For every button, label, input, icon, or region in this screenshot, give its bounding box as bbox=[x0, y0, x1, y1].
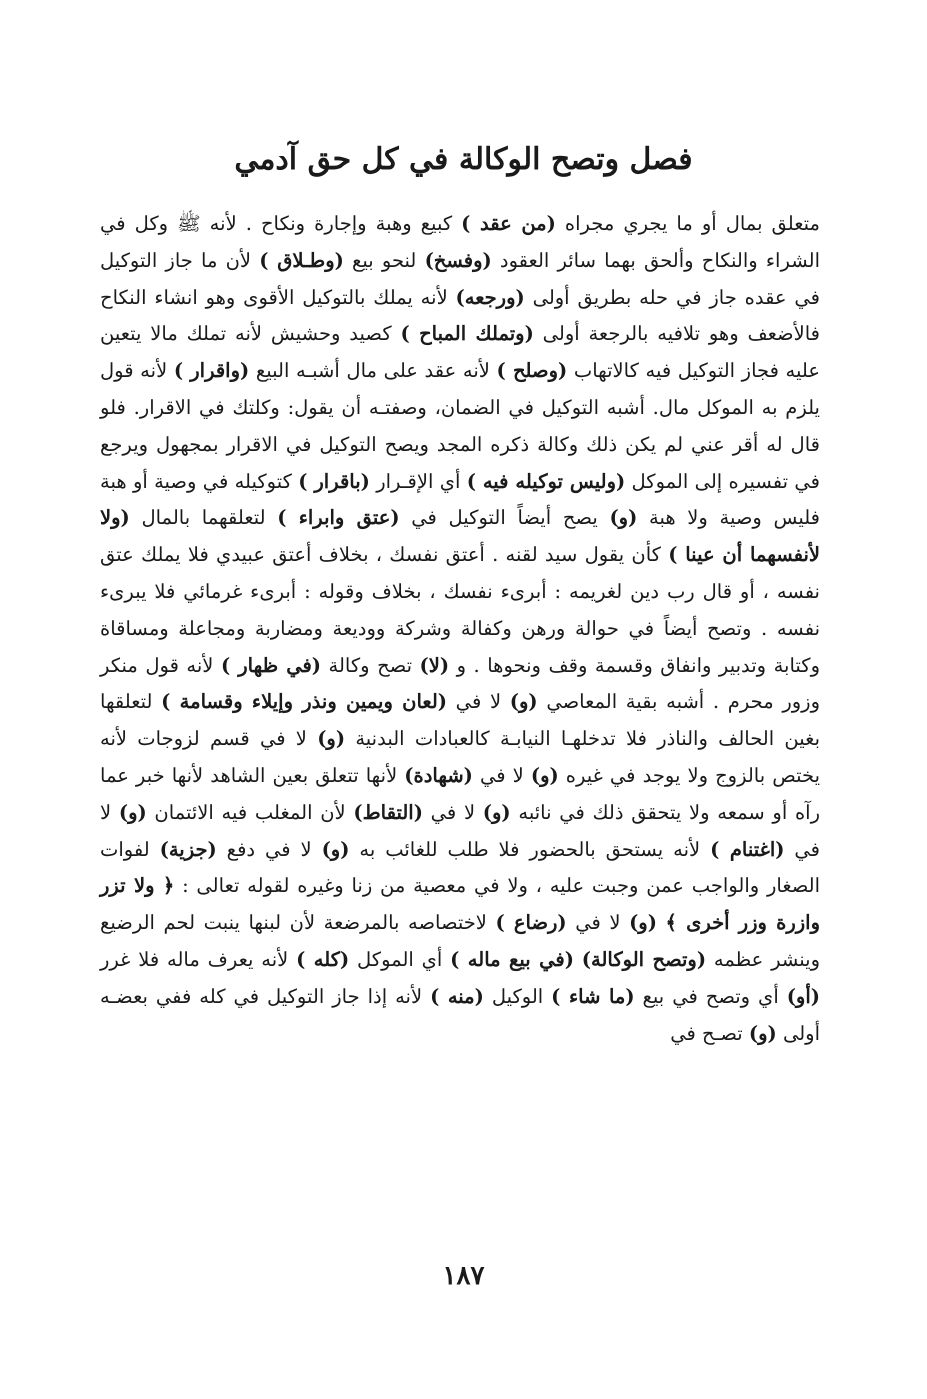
matn-term: (اغتنام ) bbox=[710, 837, 785, 861]
commentary-text: لأنها تتعلق بعين الشاهد لأنها خبر عما رآه أو سمعه ولا يتحقق ذلك في نائبه bbox=[100, 763, 821, 824]
matn-term: (و) bbox=[118, 800, 147, 824]
commentary-text: لا في قسم لزوجات لأنه يختص بالزوج ولا يوجد في غيره bbox=[100, 727, 821, 787]
matn-term: (و) bbox=[509, 690, 538, 714]
commentary-text: لنحو بيع bbox=[343, 248, 425, 272]
matn-term: (ما شاء ) bbox=[551, 984, 635, 1008]
matn-term: (و) bbox=[530, 763, 559, 787]
matn-term: (وتملك المباح ) bbox=[400, 322, 534, 346]
matn-term: (باقرار ) bbox=[298, 469, 370, 493]
commentary-text: لأن ما جاز التوكيل في عقده جاز في حله بطريق أولى bbox=[100, 248, 820, 309]
commentary-text: متعلق بمال أو ما يجري مجراه bbox=[555, 212, 820, 235]
commentary-text: لأن المغلب فيه الائتمان bbox=[146, 800, 354, 824]
matn-term: (أو) bbox=[786, 984, 820, 1008]
matn-term: (لا) bbox=[419, 653, 450, 677]
matn-term: (عتق وابراء ) bbox=[277, 506, 400, 530]
chapter-title: فصل وتصح الوكالة في كل حق آدمي bbox=[234, 142, 693, 177]
commentary-text: لاختصاصه بالمرضعة لأن لبنها ينبت لحم الرضيع وينشر عظمه bbox=[100, 911, 820, 971]
matn-term: (كله ) bbox=[296, 947, 350, 971]
matn-term: (و) bbox=[321, 837, 350, 861]
commentary-text: لا في bbox=[100, 800, 820, 861]
matn-term: (جزية) bbox=[159, 837, 217, 861]
commentary-text: أي الإقـرار bbox=[369, 469, 467, 493]
commentary-text: لأنه قول يلزم به الموكل مال. أشبه التوكيل في الضمان، وصفتـه أن يقول: وكلتك في الاقرار. فلو قال له أقر عني لم يكن ذلك وكالة ذكره المجد ويصح التوكيل في الاقرار بمجهول ويرجع في تفسيره إلى الموكل bbox=[100, 359, 820, 493]
matn-term: (و) bbox=[748, 1021, 777, 1045]
commentary-text bbox=[574, 948, 582, 971]
matn-term: (واقرار ) bbox=[173, 359, 250, 383]
commentary-text: لأنه يستحق بالحضور فلا طلب للغائب به bbox=[349, 837, 711, 861]
commentary-text bbox=[657, 911, 666, 934]
matn-term: (في بيع ماله ) bbox=[450, 947, 574, 971]
commentary-text: لفوات الصغار والواجب عمن وجبت عليه ، ولا في معصية من زنا وغيره لقوله تعالى : bbox=[100, 837, 820, 898]
matn-term: (لعان ويمين ونذر وإيلاء وقسامة ) bbox=[161, 690, 447, 714]
matn-term: ﴿ ولا تزر وازرة وزر أخرى ﴾ bbox=[100, 874, 821, 935]
commentary-text: لأنه يملك بالتوكيل الأقوى وهو انشاء النكاح فالأضعف وهو تلافيه بالرجعة أولى bbox=[100, 285, 820, 346]
body-paragraph bbox=[100, 206, 820, 1052]
commentary-text: لا في دفع bbox=[216, 837, 322, 861]
matn-term: (في ظهار ) bbox=[220, 653, 322, 677]
matn-term: (شهادة) bbox=[404, 763, 473, 787]
matn-term: (ولا لأنفسهما أن عينا ) bbox=[100, 506, 821, 567]
commentary-text: كأن يقول سيد لقنه . أعتق نفسك ، بخلاف أعتق عبيدي فلا يملك عتق نفسه ، أو قال رب دين لغريمه : أبرىء نفسك ، بخلاف وقوله : أبرىء غرمائي فلا يبرىء نفسه . وتصح أيضاً في حوالة ورهن وكفالة وشركة ووديعة ومضاربة ومجاعلة ومساقاة وكتابة وتدبير وانفاق وقسمة وقف ونحوها . و bbox=[100, 543, 820, 677]
matn-term: (وفسخ) bbox=[424, 248, 492, 272]
commentary-text: لا في bbox=[447, 690, 510, 714]
commentary-text: أي الموكل bbox=[349, 947, 451, 971]
commentary-text: لا في bbox=[422, 800, 483, 824]
matn-term: (منه ) bbox=[430, 984, 484, 1008]
matn-term: (من عقد ) bbox=[461, 212, 556, 235]
commentary-text: تصـح في bbox=[670, 1021, 749, 1045]
commentary-text: كبيع وهبة وإجارة ونكاح . لأنه ﷺ وكل في الشراء والنكاح وألحق بهما سائر العقود bbox=[100, 212, 820, 272]
matn-term: (و) bbox=[629, 911, 657, 935]
commentary-text: لأنه عقد على مال أشبـه البيع bbox=[249, 359, 497, 383]
commentary-text: الوكيل bbox=[483, 984, 552, 1008]
commentary-text: لتعلقهما بالمال bbox=[129, 506, 278, 530]
matn-term: (وصلح ) bbox=[496, 359, 568, 383]
matn-term: (رضاع ) bbox=[495, 911, 567, 935]
matn-term: (التقاط) bbox=[353, 800, 423, 824]
commentary-text: لتعلقها بغين الحالف والناذر فلا تدخلهـا النيابـة كالعبادات البدنية bbox=[100, 690, 820, 751]
matn-term: (وطـلاق ) bbox=[259, 248, 344, 272]
matn-term: (و) bbox=[609, 506, 638, 530]
matn-term: (و) bbox=[317, 727, 346, 751]
matn-term: (ورجعه) bbox=[455, 285, 525, 309]
commentary-text: أي وتصح في بيع bbox=[634, 984, 787, 1008]
commentary-text: يصح أيضاً التوكيل في bbox=[399, 506, 610, 530]
commentary-text: لأنه يعرف ماله فلا غرر bbox=[100, 947, 297, 971]
commentary-text: كتوكيله في وصية أو هبة فليس وصية ولا هبة bbox=[100, 469, 820, 530]
page-number: ١٨٧ bbox=[442, 1261, 485, 1291]
matn-term: (وليس توكيله فيه ) bbox=[466, 469, 626, 493]
commentary-text: لا في bbox=[472, 763, 531, 787]
commentary-text: تصح وكالة bbox=[321, 653, 420, 677]
matn-term: (و) bbox=[482, 800, 511, 824]
commentary-text: لا في bbox=[566, 911, 630, 935]
commentary-text: لأنه إذا جاز التوكيل في كله ففي بعضـه أولى bbox=[100, 984, 820, 1045]
commentary-text: لأنه قول منكر وزور محرم . أشبه بقية المعاصي bbox=[100, 653, 820, 714]
commentary-text: كصيد وحشيش لأنه تملك مالا يتعين عليه فجاز التوكيل فيه كالاتهاب bbox=[100, 322, 820, 383]
matn-term: (وتصح الوكالة) bbox=[581, 947, 707, 971]
